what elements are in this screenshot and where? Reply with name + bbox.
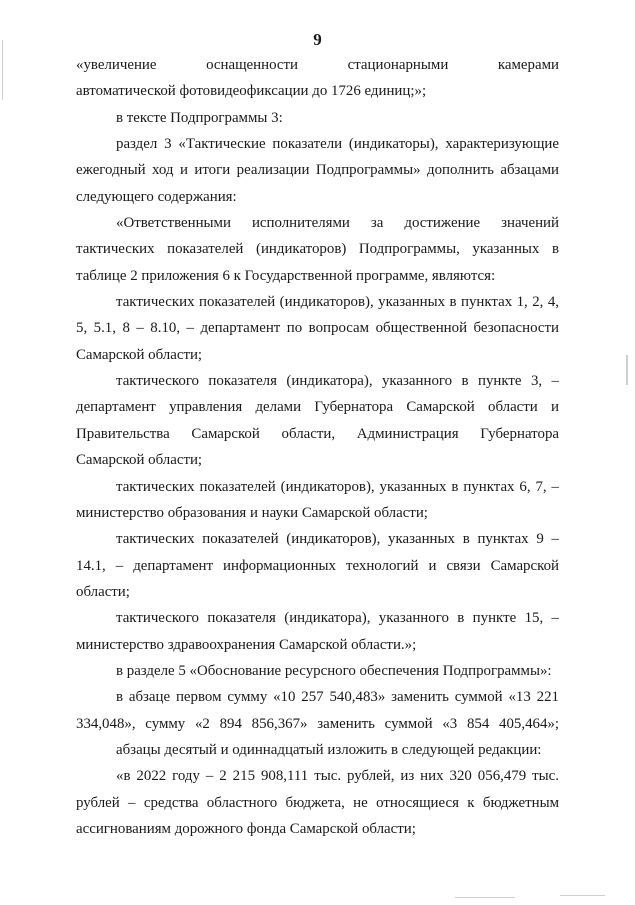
paragraph-8: тактических показателей (индикаторов), указанных в пунктах 9 – 14.1, – департамент информационных технологий и связи Самарской области; [76,531,559,600]
paragraph-5: тактических показателей (индикаторов), указанных в пунктах 1, 2, 4, 5, 5.1, 8 – 8.10, – департамент по вопросам общественной безопасности Самарской области; [76,294,559,363]
paragraph-2: в тексте Подпрограммы 3: [116,109,283,126]
paragraph-7: тактических показателей (индикаторов), указанных в пунктах 6, 7, – министерство образования и науки Самарской области; [76,478,559,521]
document-body [76,52,559,842]
scan-mark-left [2,40,3,100]
paragraph-9: тактического показателя (индикатора), указанного в пункте 15, – министерство здравоохранения Самарской области.»; [76,610,559,653]
paragraph-13: «в 2022 году – 2 215 908,111 тыс. рублей, из них 320 056,479 тыс. рублей – средства областного бюджета, не относящиеся к бюджетным ассигнованиям дорожного фонда Самарской области; [76,768,559,837]
paragraph-12: абзацы десятый и одиннадцатый изложить в следующей редакции: [116,741,542,758]
paragraph-3: раздел 3 «Тактические показатели (индикаторы), характеризующие ежегодный ход и итоги реализации Подпрограммы» дополнить абзацами следующего содержания: [76,136,559,205]
paragraph-6: тактического показателя (индикатора), указанного в пункте 3, – департамент управления делами Губернатора Самарской области и Правительства Самарской области, Администрация Губернатора Самарской области; [76,373,559,469]
scan-mark-bottom-1 [455,897,515,898]
paragraph-10: в разделе 5 «Обоснование ресурсного обеспечения Подпрограммы»: [116,662,552,679]
paragraph-4: «Ответственными исполнителями за достижение значений тактических показателей (индикаторов) Подпрограммы, указанных в таблице 2 приложения 6 к Государственной программе, являются: [76,215,559,284]
paragraph-1-line-2: автоматической фотовидеофиксации до 1726 единиц;»; [76,83,427,100]
scan-mark-right [626,355,628,385]
page-number: 9 [313,30,322,49]
paragraph-11: в абзаце первом сумму «10 257 540,483» заменить суммой «13 221 334,048», сумму «2 894 856,367» заменить суммой «3 854 405,464»; [76,689,559,732]
paragraph-1 [76,52,559,105]
scan-mark-bottom-2 [560,895,605,896]
paragraph-1-line-1: «увеличение оснащенности стационарными камерами [76,57,559,73]
